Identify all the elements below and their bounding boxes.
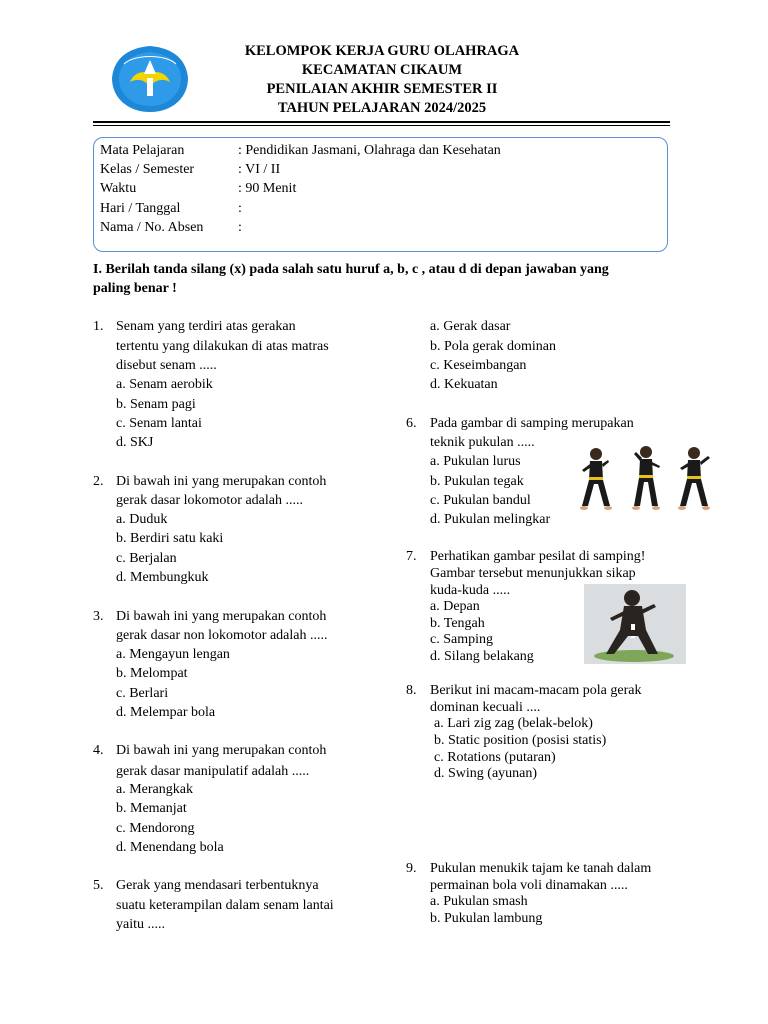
silat-stance-illustration (584, 584, 686, 664)
option-d[interactable]: d. Silang belakang (430, 649, 534, 664)
info-value-date: : (238, 201, 242, 216)
header-line-1: KELOMPOK KERJA GURU OLAHRAGA (244, 43, 520, 59)
question-text-line: yaitu ..... (116, 917, 165, 932)
option-a[interactable]: a. Mengayun lengan (116, 647, 230, 662)
option-b[interactable]: b. Senam pagi (116, 397, 196, 412)
option-c[interactable]: c. Senam lantai (116, 416, 202, 431)
option-d[interactable]: d. Menendang bola (116, 840, 224, 855)
option-b[interactable]: b. Berdiri satu kaki (116, 531, 224, 546)
question-number: 1. (93, 319, 104, 334)
option-c[interactable]: c. Pukulan bandul (430, 493, 531, 508)
option-d[interactable]: d. Melempar bola (116, 705, 216, 720)
header-divider-thin (93, 125, 670, 126)
question-text-line: tertentu yang dilakukan di atas matras (116, 339, 329, 354)
header-divider-thick (93, 121, 670, 123)
question-text-line: Di bawah ini yang merupakan contoh (116, 743, 327, 758)
question-text-line: Senam yang terdiri atas gerakan (116, 319, 296, 334)
option-d[interactable]: d. SKJ (116, 435, 154, 450)
option-c[interactable]: c. Berjalan (116, 551, 177, 566)
question-text-line: suatu keterampilan dalam senam lantai (116, 898, 334, 913)
question-number: 6. (406, 416, 417, 431)
option-b[interactable]: b. Pukulan lambung (430, 911, 543, 926)
info-value-class: : VI / II (238, 162, 281, 177)
question-text-line: disebut senam ..... (116, 358, 217, 373)
info-label-time: Waktu (100, 181, 137, 196)
question-text-line: Pada gambar di samping merupakan (430, 416, 634, 431)
header-line-2: KECAMATAN CIKAUM (301, 62, 463, 78)
option-a[interactable]: a. Pukulan smash (430, 894, 528, 909)
option-a[interactable]: a. Duduk (116, 512, 168, 527)
info-label-name: Nama / No. Absen (100, 220, 204, 235)
question-text-line: gerak dasar manipulatif adalah ..... (116, 764, 310, 779)
info-value-subject: : Pendidikan Jasmani, Olahraga dan Kesehatan (238, 143, 501, 158)
question-text-line: teknik pukulan ..... (430, 435, 535, 450)
question-text-line: permainan bola voli dinamakan ..... (430, 878, 628, 893)
question-number: 9. (406, 861, 417, 876)
option-c[interactable]: c. Berlari (116, 686, 169, 701)
option-b[interactable]: b. Memanjat (116, 801, 187, 816)
option-a[interactable]: a. Gerak dasar (430, 319, 511, 334)
info-label-class: Kelas / Semester (100, 162, 195, 177)
option-b[interactable]: b. Pola gerak dominan (430, 339, 556, 354)
option-c[interactable]: c. Mendorong (116, 821, 195, 836)
option-c[interactable]: c. Rotations (putaran) (434, 750, 556, 765)
header-line-4: TAHUN PELAJARAN 2024/2025 (277, 100, 487, 116)
info-value-time: : 90 Menit (238, 181, 297, 196)
question-number: 3. (93, 609, 104, 624)
instruction-line-1: I. Berilah tanda silang (x) pada salah satu huruf a, b, c , atau d di depan jawaban yang (93, 262, 609, 277)
option-a[interactable]: a. Depan (430, 599, 480, 614)
option-d[interactable]: d. Membungkuk (116, 570, 209, 585)
question-text-line: Berikut ini macam-macam pola gerak (430, 683, 642, 698)
fighter-figure-3 (678, 447, 710, 510)
instruction-line-2: paling benar ! (93, 281, 177, 296)
question-text-line: gerak dasar lokomotor adalah ..... (116, 493, 303, 508)
option-a[interactable]: a. Lari zig zag (belak-belok) (434, 716, 593, 731)
option-b[interactable]: b. Pukulan tegak (430, 474, 524, 489)
question-text-line: Gerak yang mendasari terbentuknya (116, 878, 319, 893)
info-value-name: : (238, 220, 242, 235)
option-c[interactable]: c. Keseimbangan (430, 358, 527, 373)
question-text-line: kuda-kuda ..... (430, 583, 511, 598)
option-d[interactable]: d. Kekuatan (430, 377, 498, 392)
question-text-line: Gambar tersebut menunjukkan sikap (430, 566, 636, 581)
option-b[interactable]: b. Melompat (116, 666, 188, 681)
option-b[interactable]: b. Tengah (430, 616, 485, 631)
question-number: 4. (93, 743, 104, 758)
question-text-line: Di bawah ini yang merupakan contoh (116, 609, 327, 624)
fighter-figure-1 (580, 448, 612, 510)
option-a[interactable]: a. Merangkak (116, 782, 193, 797)
question-text-line: Perhatikan gambar pesilat di samping! (430, 549, 646, 564)
option-a[interactable]: a. Senam aerobik (116, 377, 213, 392)
question-number: 8. (406, 683, 417, 698)
option-b[interactable]: b. Static position (posisi statis) (434, 733, 607, 748)
question-text-line: Pukulan menukik tajam ke tanah dalam (430, 861, 652, 876)
tut-wuri-handayani-logo (110, 44, 190, 114)
info-label-date: Hari / Tanggal (100, 201, 181, 216)
fighter-figure-2 (632, 446, 660, 510)
option-d[interactable]: d. Pukulan melingkar (430, 512, 551, 527)
question-number: 2. (93, 474, 104, 489)
silat-punch-illustration (576, 444, 716, 514)
header-line-3: PENILAIAN AKHIR SEMESTER II (266, 81, 498, 97)
option-d[interactable]: d. Swing (ayunan) (434, 766, 538, 781)
info-label-subject: Mata Pelajaran (100, 143, 185, 158)
question-text-line: dominan kecuali .... (430, 700, 541, 715)
option-a[interactable]: a. Pukulan lurus (430, 454, 521, 469)
question-text-line: gerak dasar non lokomotor adalah ..... (116, 628, 328, 643)
option-c[interactable]: c. Samping (430, 632, 493, 647)
question-number: 5. (93, 878, 104, 893)
question-number: 7. (406, 549, 417, 564)
question-text-line: Di bawah ini yang merupakan contoh (116, 474, 327, 489)
